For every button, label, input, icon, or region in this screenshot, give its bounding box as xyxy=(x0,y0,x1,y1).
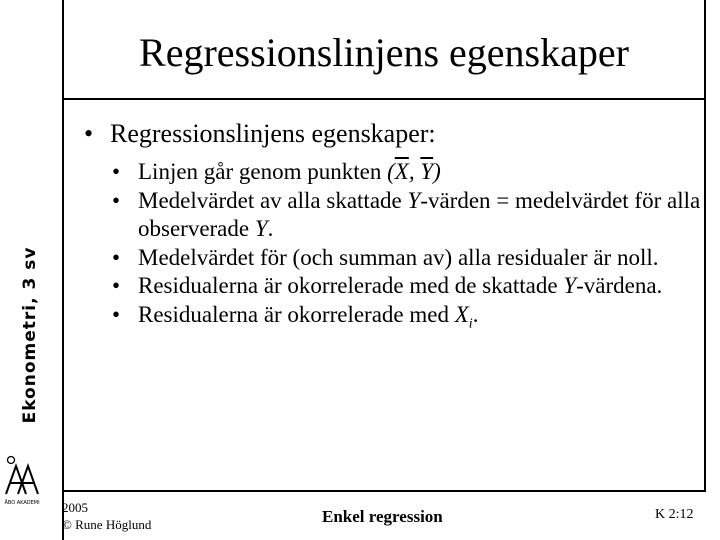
page-number: K 2:12 xyxy=(655,507,694,522)
right-border-line xyxy=(704,0,706,490)
list-item: • Medelvärdet av alla skattade Y-värden = medelvärdet för alla observerade Y. xyxy=(112,187,701,241)
bullet-dot: • xyxy=(112,187,121,213)
list-item: • Residualerna är okorrelerade med de skattade Y-värdena. xyxy=(112,272,702,301)
bullet-dot: • xyxy=(84,119,94,148)
footer-credit xyxy=(62,499,151,533)
math-point: ($\overline{X}$, $\overline{Y}$) xyxy=(387,159,441,184)
footer-year: 2005 xyxy=(62,500,88,515)
course-label: Ekonometri, 3 sv xyxy=(20,246,40,424)
left-border-line xyxy=(62,0,64,540)
list-item: • Medelvärdet för (och summan av) alla residualer är noll. xyxy=(112,244,702,273)
bullet-dot: • xyxy=(112,273,121,298)
list-item: • Linjen går genom punkten ($\overline{X}$, $\overline{Y}$) xyxy=(112,158,702,187)
footer-author: © Rune Höglund xyxy=(62,517,152,532)
title-divider xyxy=(62,98,706,100)
abo-akademi-logo xyxy=(4,452,44,536)
sub-bullet-list xyxy=(112,158,702,339)
bullet-dot: • xyxy=(112,159,121,184)
footer-topic: Enkel regression xyxy=(322,507,443,526)
page-title: Regressionslinjens egenskaper xyxy=(139,30,629,75)
bullet-dot: • xyxy=(112,301,121,327)
logo-text: ÅBO AKADEMI xyxy=(4,500,40,506)
main-bullet xyxy=(84,118,436,150)
bullet-dot: • xyxy=(112,244,121,270)
list-item: • Residualerna är okorrelerade med $X_i$. xyxy=(112,301,479,332)
main-bullet-text: Regressionslinjens egenskaper: xyxy=(110,119,436,148)
footer-divider xyxy=(62,490,706,492)
